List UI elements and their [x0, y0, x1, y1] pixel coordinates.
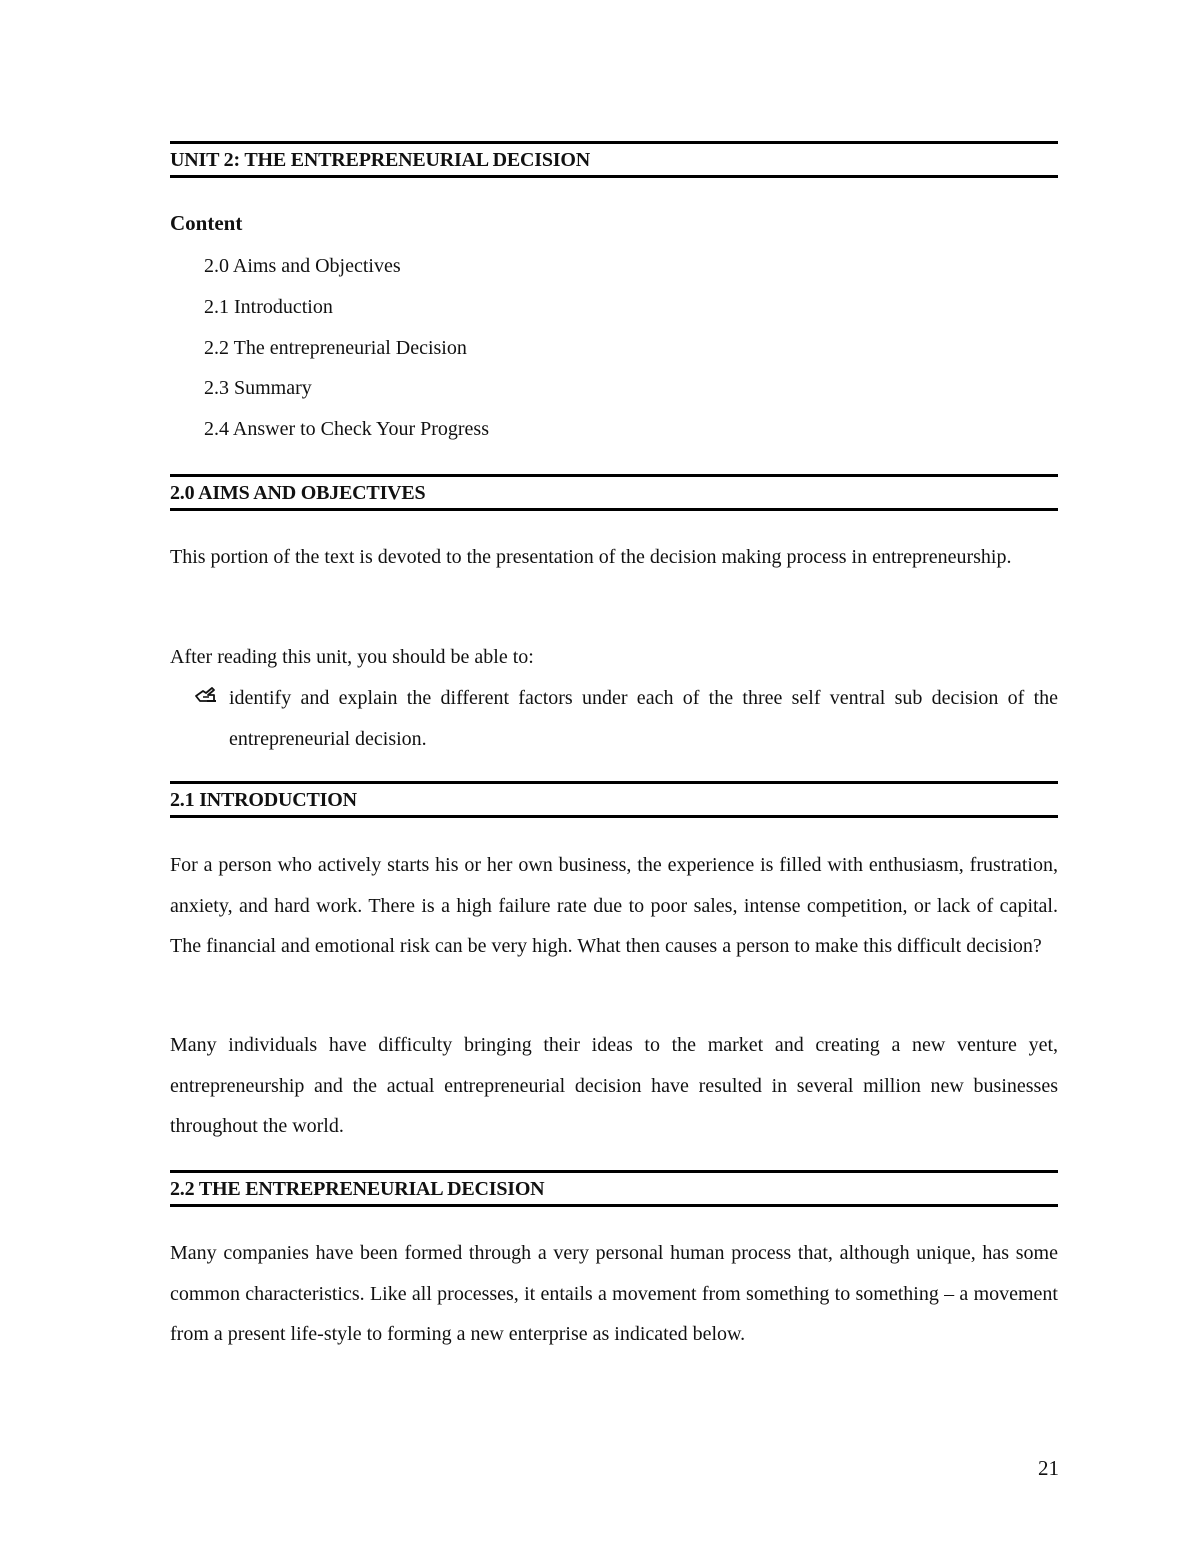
- toc-item: 2.1 Introduction: [204, 296, 333, 318]
- introduction-paragraph-1: For a person who actively starts his or her own business, the experience is filled with enthusiasm, frustration, anxiety, and hard work. There is a high failure rate due to poor sales, intense competition, or lack of capital. The financial and emotional risk can be very high. What then causes a person to make this difficult decision?: [170, 854, 1058, 957]
- toc-item: 2.4 Answer to Check Your Progress: [204, 418, 489, 440]
- page-number: 21: [1038, 1456, 1059, 1480]
- decision-heading: 2.2 THE ENTREPRENEURIAL DECISION: [170, 1178, 545, 1200]
- writing-hand-icon: [194, 684, 218, 708]
- content-title: Content: [170, 211, 243, 235]
- decision-paragraph: Many companies have been formed through a very personal human process that, although unique, has some common characteristics. Like all processes, it entails a movement from something to something – a movement from a present life-style to forming a new enterprise as indicated below.: [170, 1242, 1058, 1345]
- unit-heading: UNIT 2: THE ENTREPRENEURIAL DECISION: [170, 149, 590, 171]
- toc-item: 2.3 Summary: [204, 377, 312, 399]
- aims-lead-in: After reading this unit, you should be able to:: [170, 646, 534, 668]
- introduction-paragraph-2: Many individuals have difficulty bringing their ideas to the market and creating a new venture yet, entrepreneurship and the actual entrepreneurial decision have resulted in several million new businesses throughout the world.: [170, 1034, 1058, 1137]
- decision-heading-bar: [170, 1170, 1058, 1207]
- aims-heading: 2.0 AIMS AND OBJECTIVES: [170, 482, 426, 504]
- aims-paragraph: This portion of the text is devoted to the presentation of the decision making process in entrepreneurship.: [170, 546, 1012, 568]
- unit-heading-bar: [170, 141, 1058, 178]
- objective-text: identify and explain the different factors under each of the three self ventral sub decision of the entrepreneurial decision.: [229, 687, 1058, 750]
- toc-item: 2.2 The entrepreneurial Decision: [204, 337, 467, 359]
- introduction-heading-bar: [170, 781, 1058, 818]
- toc-item: 2.0 Aims and Objectives: [204, 255, 401, 277]
- introduction-heading: 2.1 INTRODUCTION: [170, 789, 357, 811]
- aims-heading-bar: [170, 474, 1058, 511]
